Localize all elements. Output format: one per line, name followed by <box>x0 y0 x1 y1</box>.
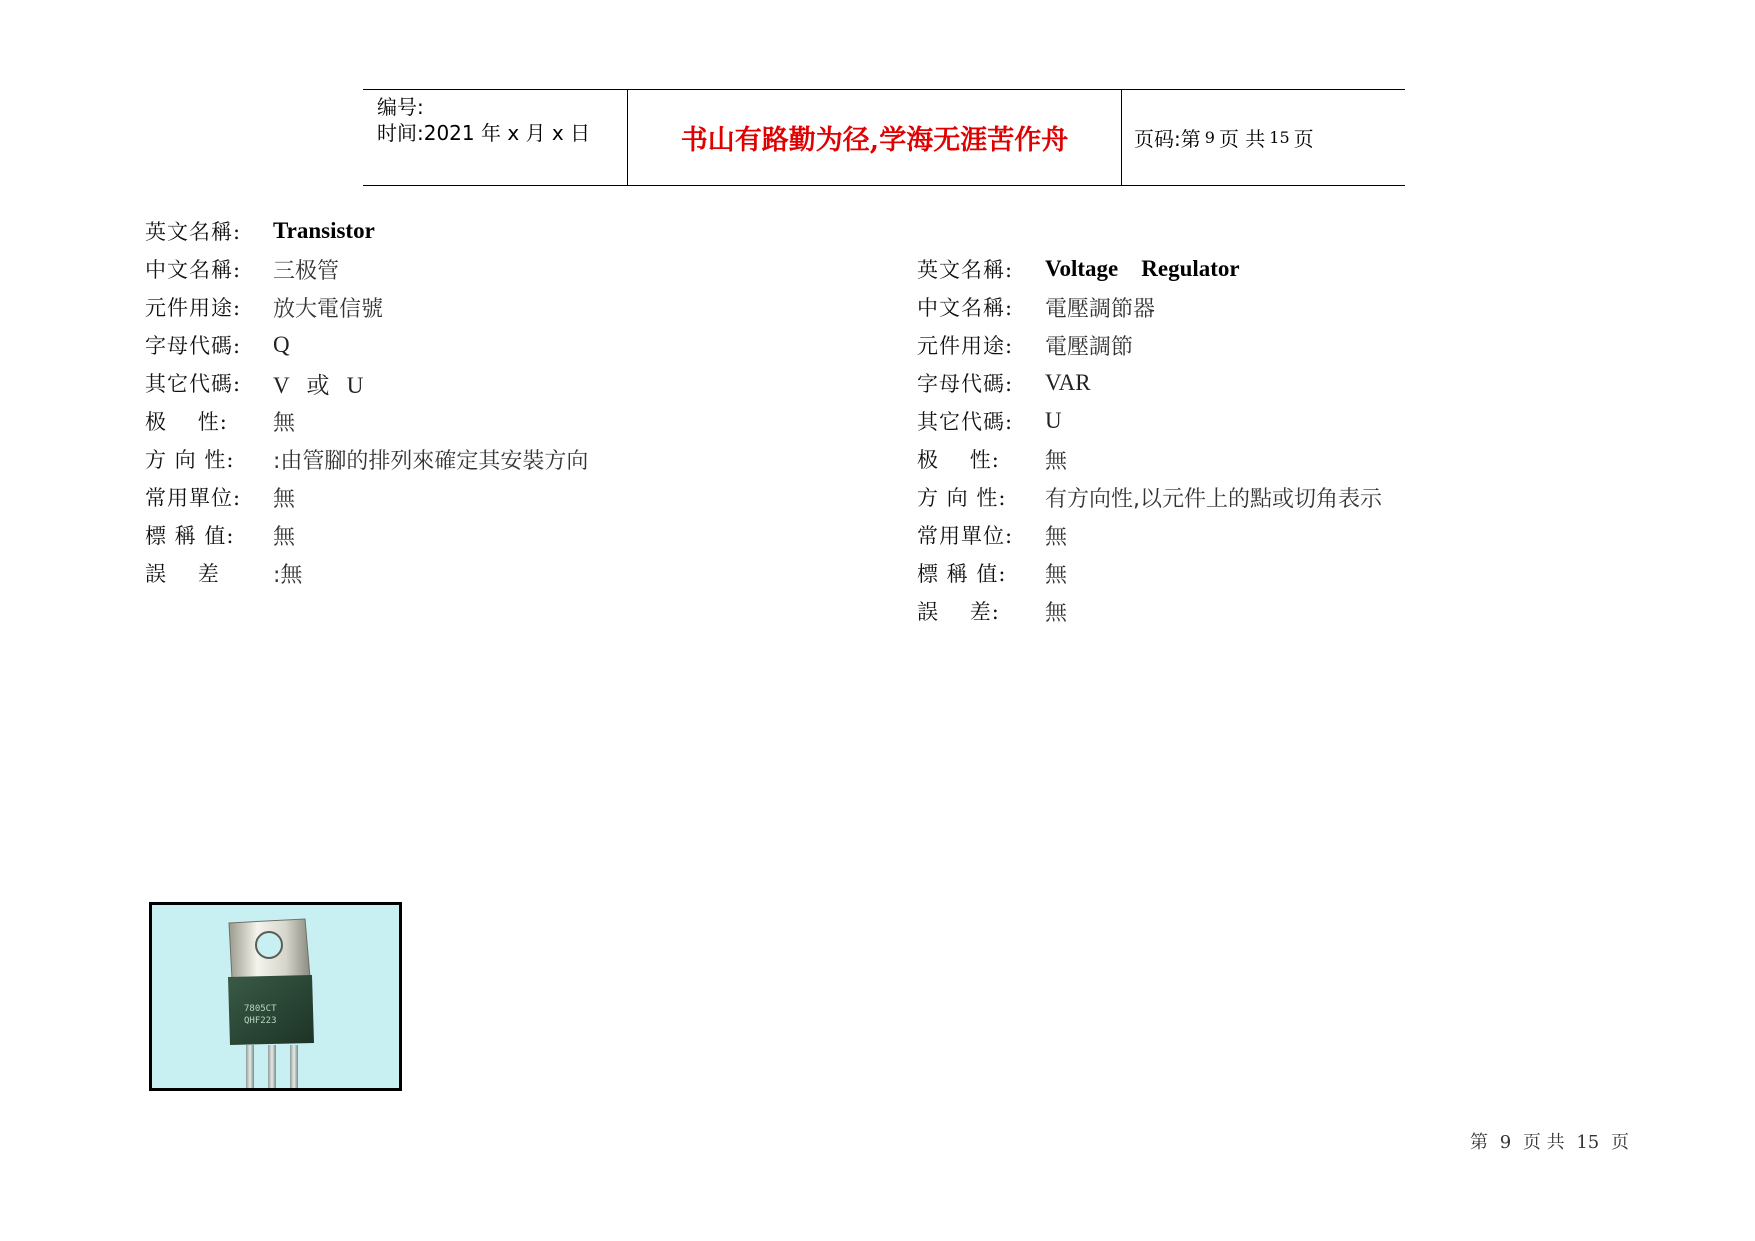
page-mid: 页 共 <box>1218 127 1266 151</box>
footer-total: 15 <box>1576 1132 1600 1153</box>
spec-label: 方 向 性: <box>917 486 1007 510</box>
to220-package-image <box>152 905 399 1088</box>
spec-value: VAR <box>1045 370 1091 395</box>
spec-row <box>917 326 1382 364</box>
footer-mid: 页 共 <box>1522 1132 1565 1153</box>
spec-value: :無 <box>273 562 303 588</box>
chip-marking-line2: QHF223 <box>244 1016 277 1026</box>
spec-value: 無 <box>1045 562 1068 588</box>
spec-value: 無 <box>1045 524 1068 550</box>
spec-label: 极 性: <box>145 410 228 434</box>
spec-value: 放大電信號 <box>273 296 384 322</box>
spec-row <box>145 288 588 326</box>
spec-label: 中文名稱: <box>917 296 1014 320</box>
spec-label: 元件用途: <box>145 296 242 320</box>
page-total: 15 <box>1269 128 1290 147</box>
footer-suffix: 页 <box>1611 1132 1629 1153</box>
spec-value: 三极管 <box>273 258 340 284</box>
spec-row <box>145 440 588 478</box>
spec-label: 誤 差: <box>917 600 1000 624</box>
spec-value: 無 <box>273 486 296 512</box>
spec-value: 有方向性,以元件上的點或切角表示 <box>1045 486 1382 512</box>
spec-label: 誤 差 <box>145 562 220 586</box>
spec-value: :由管腳的排列來確定其安裝方向 <box>273 448 589 474</box>
spec-row <box>917 250 1382 288</box>
spec-value: 電壓調節器 <box>1045 296 1156 322</box>
document-header <box>363 89 1405 186</box>
spec-row <box>917 364 1382 402</box>
spec-label: 常用單位: <box>917 524 1014 548</box>
spec-value: 無 <box>1045 448 1068 474</box>
spec-label: 英文名稱: <box>145 220 242 244</box>
spec-row <box>917 440 1382 478</box>
spec-value: V 或 U <box>273 372 364 398</box>
spec-row <box>145 402 588 440</box>
spec-row <box>145 478 588 516</box>
spec-label: 方 向 性: <box>145 448 235 472</box>
footer-prefix: 第 <box>1469 1132 1488 1153</box>
spec-value: 電壓調節 <box>1045 334 1134 360</box>
spec-row <box>917 592 1382 630</box>
spec-row <box>917 402 1382 440</box>
spec-label: 字母代碼: <box>917 372 1014 396</box>
page-suffix: 页 <box>1293 127 1314 151</box>
spec-value: Q <box>273 332 290 357</box>
spec-value: 無 <box>1045 600 1068 626</box>
transistor-spec <box>145 212 588 592</box>
spec-row <box>145 212 588 250</box>
voltage-regulator-spec <box>917 250 1382 630</box>
time-label: 时间:2021 年 x 月 x 日 <box>377 121 591 145</box>
spec-value: 無 <box>273 524 296 550</box>
spec-row <box>145 250 588 288</box>
spec-label: 常用單位: <box>145 486 242 510</box>
spec-value: Voltage Regulator <box>1045 256 1240 281</box>
page-current: 9 <box>1204 128 1215 147</box>
spec-value: U <box>1045 408 1062 433</box>
spec-row <box>145 516 588 554</box>
spec-label: 中文名稱: <box>145 258 242 282</box>
footer-current: 9 <box>1499 1132 1512 1153</box>
regulator-photo <box>149 902 402 1091</box>
spec-row <box>917 554 1382 592</box>
spec-label: 其它代碼: <box>145 372 242 396</box>
number-label: 编号: <box>377 95 424 119</box>
spec-label: 英文名稱: <box>917 258 1014 282</box>
spec-label: 標 稱 值: <box>917 562 1007 586</box>
spec-label: 元件用途: <box>917 334 1014 358</box>
page-footer <box>1470 1128 1629 1154</box>
spec-row <box>145 554 588 592</box>
spec-value: Transistor <box>273 218 375 243</box>
header-meta <box>363 90 628 185</box>
spec-row <box>917 516 1382 554</box>
spec-label: 极 性: <box>917 448 1000 472</box>
spec-value: 無 <box>273 410 296 436</box>
motto: 书山有路勤为径,学海无涯苦作舟 <box>680 125 1069 156</box>
spec-row <box>917 478 1382 516</box>
header-page-info <box>1122 90 1405 185</box>
spec-label: 標 稱 值: <box>145 524 235 548</box>
chip-marking-line1: 7805CT <box>244 1004 277 1014</box>
page-prefix: 页码:第 <box>1134 127 1201 151</box>
spec-label: 字母代碼: <box>145 334 242 358</box>
spec-row <box>145 326 588 364</box>
spec-row <box>917 288 1382 326</box>
header-motto-cell <box>628 90 1122 185</box>
spec-label: 其它代碼: <box>917 410 1014 434</box>
spec-row <box>145 364 588 402</box>
